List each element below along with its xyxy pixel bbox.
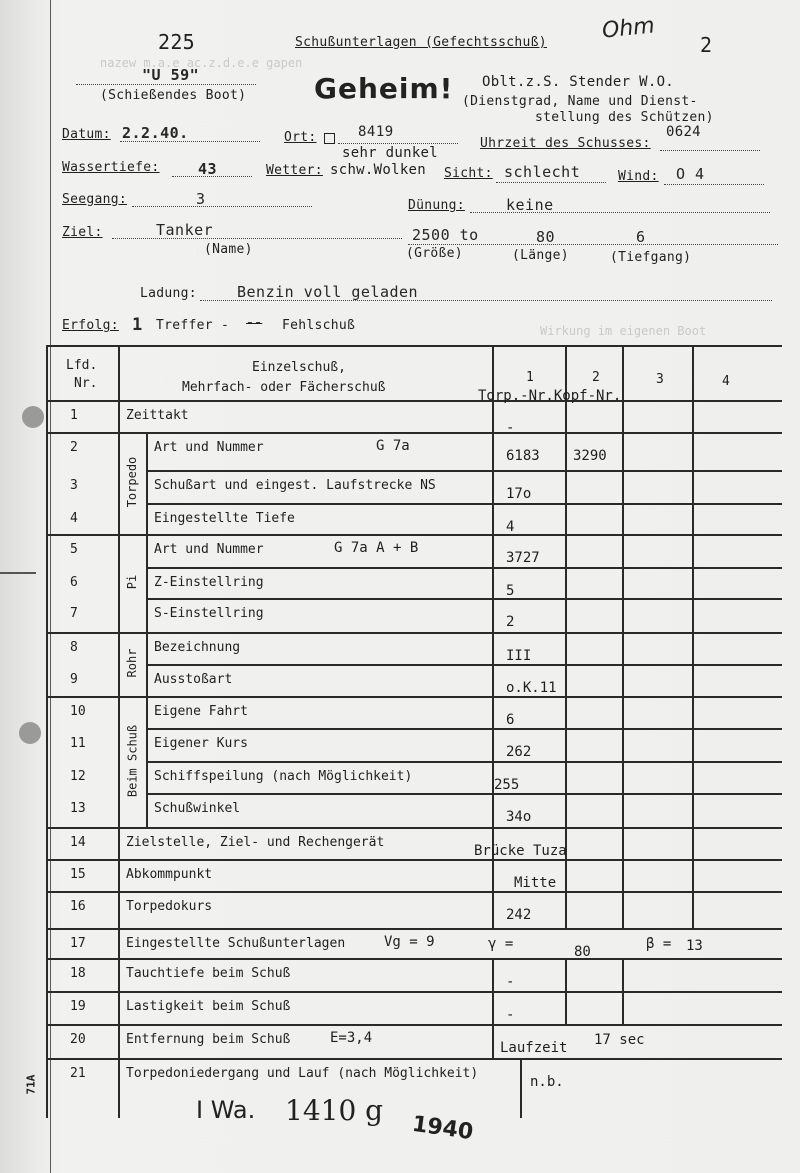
row-value-1: 6 <box>506 712 515 728</box>
year-stamp: 1940 <box>410 1111 475 1146</box>
datum-dots <box>120 141 260 142</box>
sicht-label: Sicht: <box>444 166 493 181</box>
header-col-1: 1 <box>526 370 534 385</box>
row-value-1: - <box>506 420 515 436</box>
page-number: 225 <box>158 30 196 54</box>
row-value-1: 242 <box>506 907 532 923</box>
wind-label: Wind: <box>618 169 659 184</box>
row-number: 7 <box>70 606 78 621</box>
row-label: Eigener Kurs <box>154 736 248 751</box>
row-label: Eingestellte Tiefe <box>154 511 295 526</box>
table-rule <box>520 1058 522 1118</box>
row-value-1: - <box>506 1007 515 1023</box>
group-label-beim-schuss: Beim Schuß <box>125 724 139 797</box>
table-rule <box>46 400 782 402</box>
header-nr: Nr. <box>74 376 98 391</box>
table-rule <box>46 696 782 698</box>
boat-name: "U 59" <box>142 66 200 84</box>
group-label-pi: Pi <box>125 574 139 590</box>
duenung-dots <box>470 212 770 213</box>
ziel-label: Ziel: <box>62 225 103 240</box>
groesse-value: 2500 to <box>412 226 479 244</box>
row-number: 2 <box>70 440 78 455</box>
wetter-value-1: sehr dunkel <box>342 145 439 161</box>
ort-checkbox <box>324 133 335 144</box>
row-value-1: 6183 <box>506 448 540 464</box>
row-value-2: 80 <box>574 944 591 960</box>
row-value-1: 262 <box>506 744 532 760</box>
tiefgang-value: 6 <box>636 228 646 246</box>
row-value-1: n.b. <box>530 1074 564 1090</box>
row-label: Schiffspeilung (nach Möglichkeit) <box>154 769 413 784</box>
row-number: 8 <box>70 640 78 655</box>
table-rule <box>46 345 48 1118</box>
row-value-1: - <box>506 974 515 990</box>
table-rule <box>146 567 782 569</box>
group-label-torpedo: Torpedo <box>125 456 139 508</box>
table-rule <box>46 958 782 960</box>
row-value-1: γ = <box>488 936 514 952</box>
row-number: 6 <box>70 575 78 590</box>
ort-value: 8419 <box>358 124 394 140</box>
tiefgang-label: (Tiefgang) <box>610 250 692 265</box>
margin-mark-line <box>0 572 36 574</box>
table-rule <box>46 827 782 829</box>
table-rule <box>146 470 782 472</box>
row-value-1: 17o <box>506 486 532 502</box>
row-value-4: 13 <box>686 938 703 954</box>
fehlschuss-label: Fehlschuß <box>282 318 356 333</box>
row-value-1: 4 <box>506 519 515 535</box>
datum-label: Datum: <box>62 127 111 142</box>
row-extra: G 7a <box>376 438 410 454</box>
wetter-value-2: schw.Wolken <box>330 162 427 178</box>
row-label: Schußart und eingest. Laufstrecke NS <box>154 478 436 493</box>
uhrzeit-value: 0624 <box>666 124 701 140</box>
row-value-1: Laufzeit <box>500 1040 568 1056</box>
row-number: 16 <box>70 899 86 914</box>
table-rule <box>492 958 494 1058</box>
row-label: Bezeichnung <box>154 640 241 655</box>
strike-mark: -- <box>246 316 263 331</box>
groesse-label: (Größe) <box>406 246 463 261</box>
header-lfd: Lfd. <box>66 358 98 373</box>
row-number: 14 <box>70 835 86 850</box>
ladung-value: Benzin voll geladen <box>237 283 419 301</box>
table-rule <box>46 1058 782 1060</box>
sheet-number: 2 <box>700 33 713 57</box>
row-number: 12 <box>70 769 86 784</box>
table-rule <box>146 793 782 795</box>
groesse-dots <box>408 244 778 245</box>
table-rule <box>46 432 782 434</box>
row-number: 3 <box>70 478 78 493</box>
initials-signature: Ohm <box>600 13 656 44</box>
row-number: 13 <box>70 801 86 816</box>
table-rule <box>118 345 120 1118</box>
row-number: 5 <box>70 542 78 557</box>
row-label: Entfernung beim Schuß <box>126 1032 291 1047</box>
table-rule <box>46 928 782 930</box>
row-label: Torpedoniedergang und Lauf (nach Möglichkeit) <box>126 1066 479 1081</box>
row-value-2: 17 sec <box>594 1032 645 1048</box>
header-desc-1: Einzelschuß, <box>252 360 346 375</box>
seegang-dots <box>132 206 312 207</box>
row-value-3: β = <box>646 936 672 952</box>
row-value-1: 3727 <box>506 550 540 566</box>
row-value-1: 255 <box>494 777 520 793</box>
row-number: 9 <box>70 672 78 687</box>
row-label: Abkommpunkt <box>126 867 213 882</box>
row-value-1: 34o <box>506 809 532 825</box>
sicht-dots <box>496 182 606 183</box>
row-label: Schußwinkel <box>154 801 241 816</box>
header-col-2: 2 <box>592 370 600 385</box>
row-label: Tauchtiefe beim Schuß <box>126 966 291 981</box>
punch-hole-bottom <box>19 722 41 744</box>
officer-name: Oblt.z.S. Stender W.O. <box>482 74 675 90</box>
duenung-value: keine <box>506 196 554 214</box>
ort-label: Ort: <box>284 130 317 145</box>
table-rule <box>46 345 782 347</box>
row-label: Zeittakt <box>126 408 189 423</box>
row-value-2: 3290 <box>573 448 607 464</box>
left-border-line <box>50 0 51 1173</box>
table-rule <box>46 534 782 536</box>
uhrzeit-label: Uhrzeit des Schusses: <box>480 136 651 151</box>
row-label: Eingestellte Schußunterlagen <box>126 936 346 951</box>
officer-label-2: stellung des Schützen) <box>535 110 714 125</box>
header-col-3: 3 <box>656 372 664 387</box>
erfolg-label: Erfolg: <box>62 318 119 333</box>
ziel-name-label: (Name) <box>204 242 253 257</box>
punch-hole-top <box>22 406 44 428</box>
table-rule <box>46 632 782 634</box>
wind-value: O 4 <box>676 165 705 183</box>
row-number: 4 <box>70 511 78 526</box>
row-label: Zielstelle, Ziel- und Rechengerät <box>126 835 385 850</box>
boat-label: (Schießendes Boot) <box>100 88 247 103</box>
table-rule <box>46 991 782 993</box>
row-value-1: 2 <box>506 614 515 630</box>
row-label: Art und Nummer <box>154 440 264 455</box>
row-label: Art und Nummer <box>154 542 264 557</box>
table-rule <box>46 1024 782 1026</box>
ladung-label: Ladung: <box>140 286 197 301</box>
row-label: Eigene Fahrt <box>154 704 248 719</box>
row-number: 1 <box>70 408 78 423</box>
row-value-1: Mitte <box>514 875 557 891</box>
row-number: 17 <box>70 936 86 951</box>
sicht-value: schlecht <box>504 163 581 181</box>
classification-stamp: Geheim! <box>314 72 454 105</box>
row-value-1: III <box>506 648 532 664</box>
wind-dots <box>664 184 764 185</box>
duenung-label: Dünung: <box>408 198 465 213</box>
wassertiefe-dots <box>172 176 252 177</box>
wetter-label: Wetter: <box>266 163 323 178</box>
uhrzeit-dots <box>660 150 760 151</box>
row-number: 10 <box>70 704 86 719</box>
table-rule <box>146 503 782 505</box>
row-number: 15 <box>70 867 86 882</box>
treffer-label: Treffer - <box>156 318 230 333</box>
row-label: Lastigkeit beim Schuß <box>126 999 291 1014</box>
form-title: Schußunterlagen (Gefechtsschuß) <box>295 35 547 50</box>
table-rule <box>46 891 782 893</box>
row-label: Z-Einstellring <box>154 575 264 590</box>
row-label: S-Einstellring <box>154 606 264 621</box>
row-extra: G 7a A + B <box>334 540 419 556</box>
row-label: Ausstoßart <box>154 672 233 687</box>
boat-dots <box>76 84 256 85</box>
laenge-value: 80 <box>536 228 556 246</box>
group-label-rohr: Rohr <box>125 648 139 678</box>
wassertiefe-label: Wassertiefe: <box>62 160 160 175</box>
stamp-department: I Wa. <box>196 1096 256 1124</box>
header-desc-2: Mehrfach- oder Fächerschuß <box>182 380 386 395</box>
table-rule <box>146 598 782 600</box>
wassertiefe-value: 43 <box>198 160 218 178</box>
table-rule <box>146 432 148 827</box>
row-number: 21 <box>70 1066 86 1081</box>
header-col-4: 4 <box>722 374 730 389</box>
margin-mark: 71A <box>24 1074 38 1095</box>
table-rule <box>146 664 782 666</box>
bleed-through-text: Wirkung im eigenen Boot <box>540 324 707 338</box>
officer-label-1: (Dienstgrad, Name und Dienst- <box>462 94 698 109</box>
row-number: 11 <box>70 736 86 751</box>
erfolg-value: 1 <box>132 315 143 335</box>
table-rule <box>146 761 782 763</box>
row-extra: Vg = 9 <box>384 934 435 950</box>
row-value-1: o.K.11 <box>506 680 557 696</box>
row-label: Torpedokurs <box>126 899 213 914</box>
row-value-1: Brücke Tuza <box>474 843 567 859</box>
row-value-1: 5 <box>506 583 515 599</box>
seegang-label: Seegang: <box>62 192 128 207</box>
row-number: 18 <box>70 966 86 981</box>
ziel-value: Tanker <box>156 221 214 239</box>
row-extra: E=3,4 <box>330 1030 373 1046</box>
bleed-through-text: nazew m.a.e ac.z.d.e.e gapen <box>100 56 303 70</box>
row-number: 19 <box>70 999 86 1014</box>
seegang-value: 3 <box>196 190 206 208</box>
ort-dots <box>338 143 458 144</box>
table-rule <box>146 728 782 730</box>
laenge-label: (Länge) <box>512 248 569 263</box>
stamp-number: 1410 g <box>285 1094 384 1127</box>
header-torp-kopf: Torp.-Nr.Kopf-Nr. <box>478 388 622 404</box>
datum-value: 2.2.40. <box>122 124 189 142</box>
row-number: 20 <box>70 1032 86 1047</box>
table-rule <box>46 859 782 861</box>
